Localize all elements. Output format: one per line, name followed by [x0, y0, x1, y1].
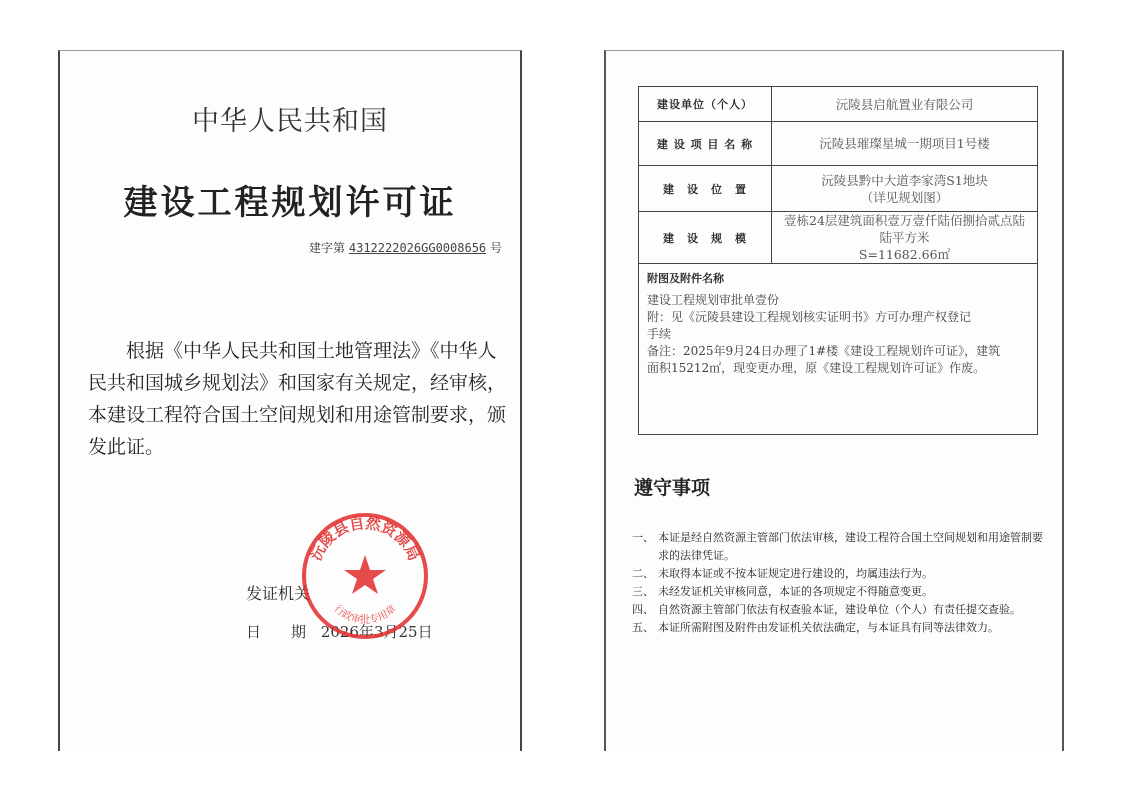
table-row: [639, 212, 1038, 264]
rule-text: 本证是经自然资源主管部门依法审核，建设工程符合国土空间规划和用途管制要求的法律凭证。: [658, 531, 1043, 562]
issuer-label: 发证机关: [246, 584, 311, 603]
field-label: 建 设 位 置: [639, 166, 772, 212]
attachment-line: 备注：2025年9月24日办理了1#楼《建设工程规划许可证》，建筑: [647, 344, 1001, 358]
rule-text: 未取得本证或不按本证规定进行建设的，均属违法行为。: [658, 567, 933, 580]
certificate-title: 建设工程规划许可证: [123, 183, 457, 223]
field-label: 建 设 规 模: [639, 212, 772, 264]
date-label: 日 期: [246, 623, 307, 641]
rules-list: [632, 529, 1048, 637]
table-row: [639, 87, 1038, 122]
rule-number: 二、: [632, 567, 654, 580]
date-value: 2026年3月25日: [320, 623, 433, 641]
rule-text: 未经发证机关审核同意，本证的各项规定不得随意变更。: [658, 585, 933, 598]
table-row: [639, 166, 1038, 212]
certificate-number: [309, 239, 502, 256]
location-note: （详见规划图）: [860, 189, 949, 205]
table-row: [639, 264, 1038, 435]
attachment-line: 建设工程规划审批单壹份: [647, 293, 780, 307]
attachments-title: 附图及附件名称: [647, 272, 724, 285]
field-label: 建设单位（个人）: [639, 87, 772, 122]
certificate-left-page: [58, 50, 522, 751]
list-item: [632, 619, 1048, 637]
field-label: 建 设 项 目 名 称: [639, 122, 772, 166]
rules-title: 遵守事项: [634, 477, 711, 499]
location-line: 沅陵县黔中大道李家湾S1地块: [821, 172, 988, 188]
list-item: [632, 565, 1048, 583]
rule-text: 自然资源主管部门依法有权查验本证，建设单位（个人）有责任提交查验。: [658, 603, 1021, 616]
certificate-body: 根据《中华人民共和国土地管理法》《中华人民共和国城乡规划法》和国家有关规定，经审核，本建设工程符合国土空间规划和用途管制要求，颁发此证。: [88, 340, 507, 458]
field-value: 沅陵县璀璨星城一期项目1号楼: [772, 122, 1038, 166]
country-name: 中华人民共和国: [192, 106, 388, 137]
official-seal: [298, 509, 432, 643]
field-value: [772, 212, 1038, 264]
rule-text: 本证所需附图及附件由发证机关依法确定，与本证具有同等法律效力。: [658, 621, 999, 634]
rule-number: 三、: [632, 585, 654, 598]
seal-bottom-text: 行政审批专用章: [331, 603, 399, 627]
svg-text:行政审批专用章: [332, 602, 399, 626]
cert-number-value: 431222202​6GG0008656: [348, 241, 487, 255]
attachment-line: 面积15212㎡，现变更办理，原《建设工程规划许可证》作废。: [647, 361, 986, 375]
cert-prefix: 建字第: [309, 241, 346, 255]
list-item: [632, 529, 1048, 565]
attachment-line: 附：见《沅陵县建设工程规划核实证明书》方可办理产权登记: [647, 310, 972, 324]
certificate-right-page: [604, 50, 1064, 751]
scale-line: 壹栋24层建筑面积壹万壹仟陆佰捌拾贰点陆陆平方米: [784, 213, 1025, 245]
project-info-table: [638, 86, 1038, 435]
rule-number: 五、: [632, 621, 654, 634]
seal-top-text: 沅陵县自然资源局: [306, 514, 424, 564]
list-item: [632, 601, 1048, 619]
rule-number: 四、: [632, 603, 654, 616]
seal-star-icon: [344, 555, 386, 594]
scale-area: S=11682.66㎡: [858, 247, 951, 262]
attachments-cell: [639, 264, 1038, 435]
list-item: [632, 583, 1048, 601]
field-value: 沅陵县启航置业有限公司: [772, 87, 1038, 122]
table-row: [639, 122, 1038, 166]
attachment-line: 手续: [647, 327, 672, 341]
field-value: [772, 166, 1038, 212]
cert-suffix: 号: [489, 241, 502, 255]
rule-number: 一、: [632, 531, 654, 544]
